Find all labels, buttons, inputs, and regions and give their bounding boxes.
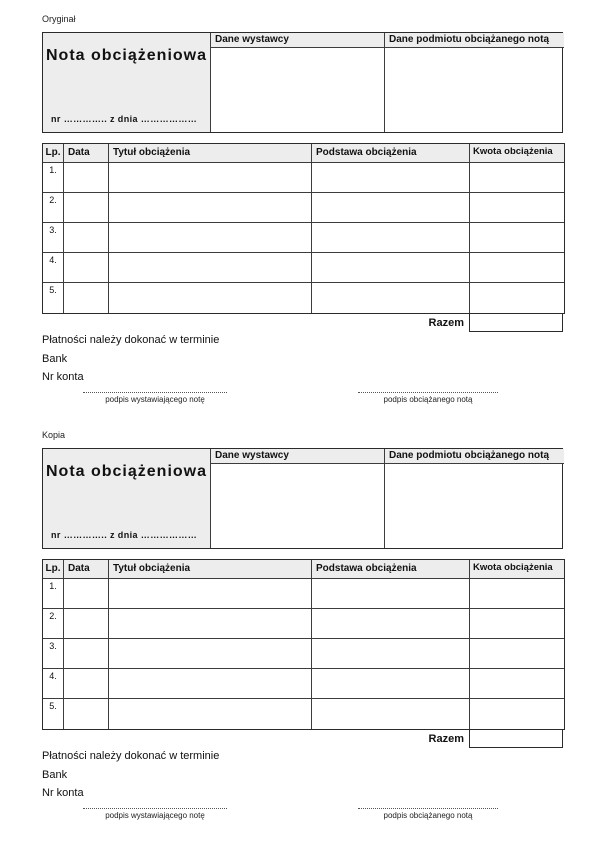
debtor-signature bbox=[358, 808, 498, 820]
total-label: Razem bbox=[428, 316, 464, 329]
table-cell bbox=[64, 669, 109, 699]
table-cell bbox=[312, 253, 470, 283]
bank-label: Bank bbox=[42, 769, 68, 781]
bank-label: Bank bbox=[42, 353, 68, 365]
table-cell bbox=[109, 639, 312, 669]
title-box bbox=[43, 449, 211, 548]
col-header-data: Data bbox=[64, 560, 109, 579]
table-cell bbox=[109, 163, 312, 193]
table-cell bbox=[470, 163, 564, 193]
form-number-line: nr ………….. z dnia ……………… bbox=[51, 114, 198, 124]
table-cell bbox=[312, 669, 470, 699]
table-cell bbox=[64, 609, 109, 639]
charges-table bbox=[42, 143, 565, 314]
row-number: 1. bbox=[43, 163, 64, 193]
signature-dotted-line bbox=[358, 808, 498, 809]
total-amount-box bbox=[469, 313, 563, 332]
table-cell bbox=[109, 223, 312, 253]
table-cell bbox=[470, 193, 564, 223]
table-cell bbox=[64, 163, 109, 193]
table-cell bbox=[312, 609, 470, 639]
signature-dotted-line bbox=[358, 392, 498, 393]
table-cell bbox=[312, 699, 470, 729]
col-header-lp: Lp. bbox=[43, 560, 64, 579]
table-cell bbox=[312, 639, 470, 669]
issuer-column bbox=[211, 33, 384, 132]
table-cell bbox=[470, 609, 564, 639]
copy-label: Kopia bbox=[42, 430, 66, 440]
form-number-line: nr ………….. z dnia ……………… bbox=[51, 530, 198, 540]
total-row bbox=[42, 729, 563, 748]
table-cell bbox=[470, 253, 564, 283]
col-header-tytul: Tytuł obciążenia bbox=[109, 560, 312, 579]
table-cell bbox=[109, 193, 312, 223]
issuer-header: Dane wystawcy bbox=[211, 33, 384, 48]
debtor-column bbox=[384, 33, 564, 132]
table-cell bbox=[312, 283, 470, 313]
col-header-data: Data bbox=[64, 144, 109, 163]
row-number: 5. bbox=[43, 699, 64, 729]
table-cell bbox=[64, 253, 109, 283]
issuer-signature-caption: podpis wystawiającego notę bbox=[105, 811, 205, 820]
issuer-signature bbox=[83, 808, 227, 820]
issuer-signature bbox=[83, 392, 227, 404]
account-label: Nr konta bbox=[42, 371, 84, 383]
table-cell bbox=[109, 253, 312, 283]
account-label: Nr konta bbox=[42, 787, 84, 799]
debtor-header: Dane podmiotu obciążanego notą bbox=[385, 449, 564, 464]
row-number: 4. bbox=[43, 253, 64, 283]
table-cell bbox=[312, 579, 470, 609]
title-box bbox=[43, 33, 211, 132]
table-cell bbox=[64, 193, 109, 223]
debtor-header: Dane podmiotu obciążanego notą bbox=[385, 33, 564, 48]
table-cell bbox=[470, 699, 564, 729]
table-cell bbox=[470, 283, 564, 313]
debtor-signature bbox=[358, 392, 498, 404]
issuer-column bbox=[211, 449, 384, 548]
table-cell bbox=[312, 193, 470, 223]
col-header-kwota: Kwota obciążenia bbox=[470, 560, 564, 579]
table-cell bbox=[312, 163, 470, 193]
table-cell bbox=[470, 579, 564, 609]
signature-dotted-line bbox=[83, 808, 227, 809]
total-amount-box bbox=[469, 729, 563, 748]
row-number: 2. bbox=[43, 193, 64, 223]
payment-term-label: Płatności należy dokonać w terminie bbox=[42, 334, 220, 346]
table-cell bbox=[64, 639, 109, 669]
col-header-kwota: Kwota obciążenia bbox=[470, 144, 564, 163]
row-number: 4. bbox=[43, 669, 64, 699]
row-number: 3. bbox=[43, 639, 64, 669]
section-copy bbox=[0, 430, 600, 830]
table-cell bbox=[470, 223, 564, 253]
issuer-header: Dane wystawcy bbox=[211, 449, 384, 464]
debtor-signature-caption: podpis obciążanego notą bbox=[383, 395, 473, 404]
col-header-podstawa: Podstawa obciążenia bbox=[312, 144, 470, 163]
row-number: 5. bbox=[43, 283, 64, 313]
copy-label: Oryginał bbox=[42, 14, 76, 24]
table-cell bbox=[64, 283, 109, 313]
payment-term-label: Płatności należy dokonać w terminie bbox=[42, 750, 220, 762]
form-header-block bbox=[42, 448, 563, 549]
table-cell bbox=[109, 609, 312, 639]
charges-table bbox=[42, 559, 565, 730]
col-header-podstawa: Podstawa obciążenia bbox=[312, 560, 470, 579]
section-original bbox=[0, 14, 600, 414]
table-cell bbox=[109, 669, 312, 699]
table-cell bbox=[64, 579, 109, 609]
col-header-lp: Lp. bbox=[43, 144, 64, 163]
table-cell bbox=[64, 699, 109, 729]
total-label: Razem bbox=[428, 732, 464, 745]
table-cell bbox=[109, 579, 312, 609]
table-cell bbox=[109, 699, 312, 729]
row-number: 3. bbox=[43, 223, 64, 253]
table-cell bbox=[470, 669, 564, 699]
form-header-block bbox=[42, 32, 563, 133]
signature-dotted-line bbox=[83, 392, 227, 393]
form-title: Nota obciążeniowa bbox=[45, 47, 208, 64]
col-header-tytul: Tytuł obciążenia bbox=[109, 144, 312, 163]
table-cell bbox=[64, 223, 109, 253]
debtor-column bbox=[384, 449, 564, 548]
row-number: 2. bbox=[43, 609, 64, 639]
form-title: Nota obciążeniowa bbox=[45, 463, 208, 480]
row-number: 1. bbox=[43, 579, 64, 609]
table-cell bbox=[470, 639, 564, 669]
issuer-signature-caption: podpis wystawiającego notę bbox=[105, 395, 205, 404]
debtor-signature-caption: podpis obciążanego notą bbox=[383, 811, 473, 820]
table-cell bbox=[109, 283, 312, 313]
table-cell bbox=[312, 223, 470, 253]
total-row bbox=[42, 313, 563, 332]
